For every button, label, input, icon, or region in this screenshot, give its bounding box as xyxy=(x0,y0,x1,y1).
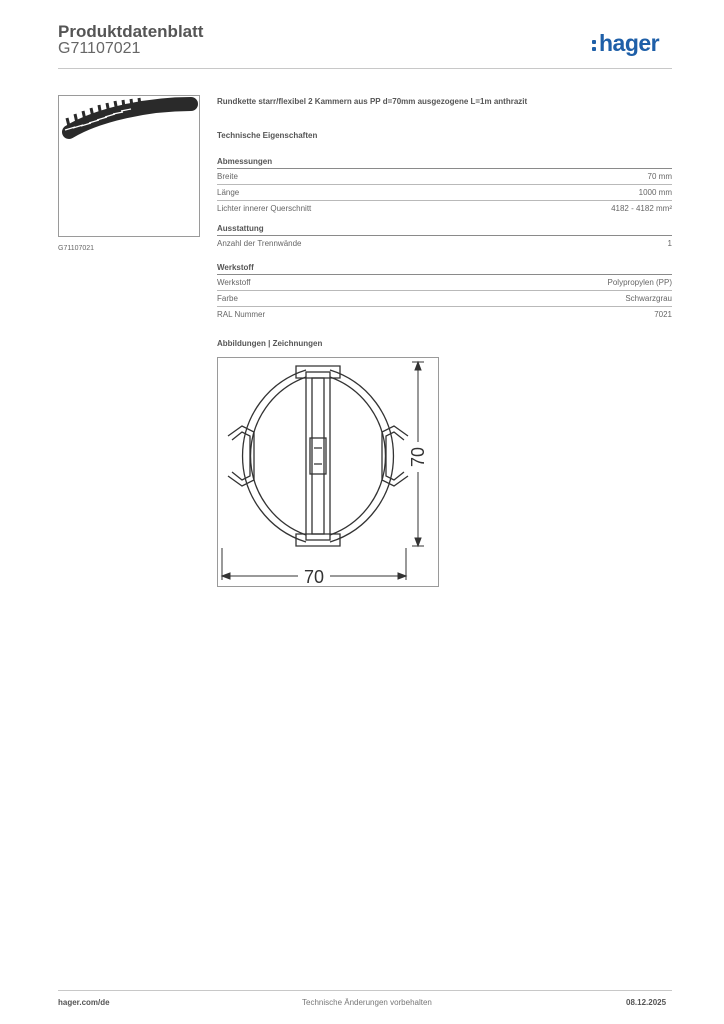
abmessungen-heading: Abmessungen xyxy=(217,157,273,166)
row-value: 4182 - 4182 mm² xyxy=(611,204,672,213)
row-label: Anzahl der Trennwände xyxy=(217,239,302,248)
drawings-heading: Abbildungen | Zeichnungen xyxy=(217,339,323,348)
table-row xyxy=(217,290,672,306)
row-label: Breite xyxy=(217,172,238,181)
row-label: Werkstoff xyxy=(217,278,251,287)
row-value: 1000 mm xyxy=(638,188,672,197)
footer-date: 08.12.2025 xyxy=(626,998,667,1007)
technical-drawing xyxy=(217,357,439,587)
image-caption: G71107021 xyxy=(58,245,95,252)
row-label: Farbe xyxy=(217,294,238,303)
logo-mark-icon xyxy=(592,37,597,52)
tech-heading: Technische Eigenschaften xyxy=(217,131,318,140)
table-row xyxy=(217,235,672,251)
table-row xyxy=(217,168,672,184)
werkstoff-heading: Werkstoff xyxy=(217,263,254,272)
row-value: 1 xyxy=(667,239,672,248)
height-dimension: 70 xyxy=(408,446,428,468)
row-value: 70 mm xyxy=(647,172,672,181)
header-divider xyxy=(58,68,672,69)
table-row xyxy=(217,306,672,322)
table-row xyxy=(217,274,672,290)
product-image xyxy=(58,95,200,237)
row-label: Lichter innerer Querschnitt xyxy=(217,204,312,213)
table-row xyxy=(217,200,672,216)
page-title: Produktdatenblatt xyxy=(58,22,204,41)
table-row xyxy=(217,184,672,200)
row-label: Länge xyxy=(217,188,240,197)
hager-logo xyxy=(592,30,659,57)
cross-section-drawing xyxy=(218,358,438,586)
abmessungen-table xyxy=(217,168,672,216)
ausstattung-heading: Ausstattung xyxy=(217,224,264,233)
row-value: Schwarzgrau xyxy=(625,294,672,303)
footer-divider xyxy=(58,990,672,991)
row-label: RAL Nummer xyxy=(217,310,266,319)
row-value: Polypropylen (PP) xyxy=(607,278,672,287)
cable-chain-icon xyxy=(59,96,199,236)
ausstattung-table xyxy=(217,235,672,251)
product-description: Rundkette starr/flexibel 2 Kammern aus PP d=70mm ausgezogene L=1m anthrazit xyxy=(217,97,528,106)
werkstoff-table xyxy=(217,274,672,322)
product-code: G71107021 xyxy=(58,40,141,57)
footer-notice: Technische Änderungen vorbehalten xyxy=(302,998,432,1007)
footer-website[interactable]: hager.com/de xyxy=(58,998,110,1007)
logo-text: hager xyxy=(599,30,660,56)
width-dimension: 70 xyxy=(303,567,325,586)
row-value: 7021 xyxy=(654,310,672,319)
